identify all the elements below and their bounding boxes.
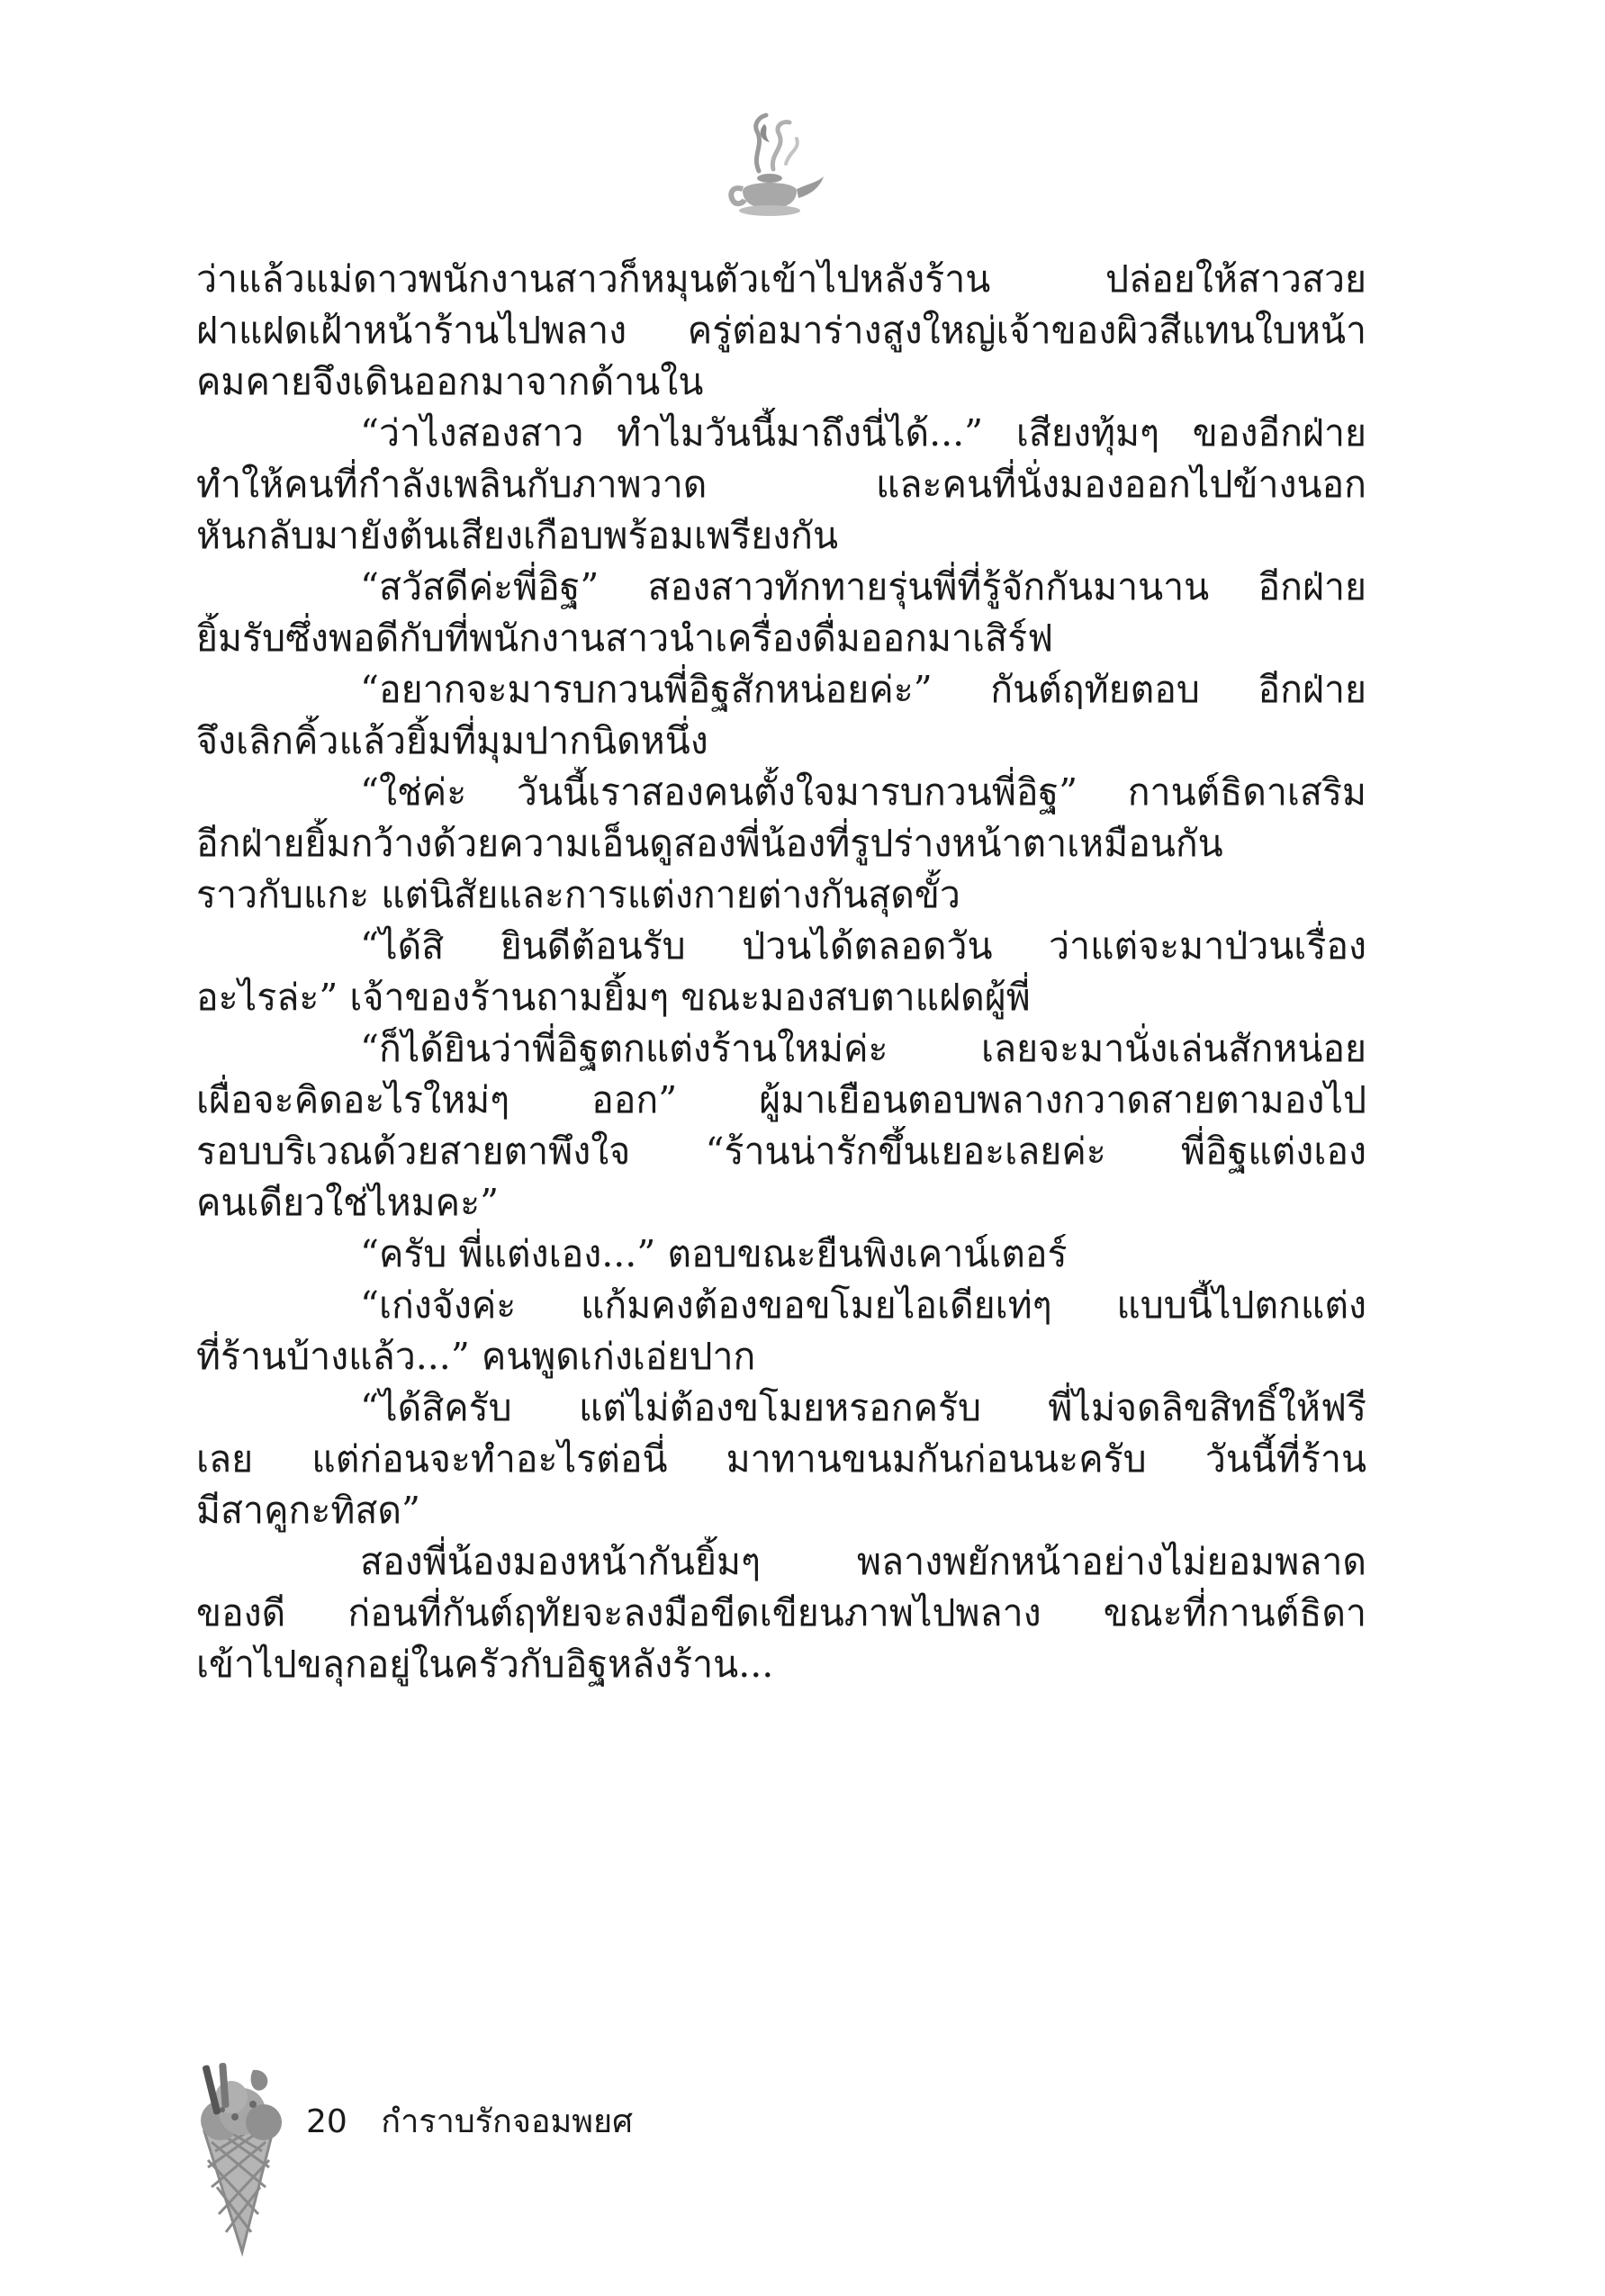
page-footer — [306, 2095, 633, 2147]
paragraph — [196, 408, 1366, 562]
text-line: “อยากจะมารบกวนพี่อิฐสักหน่อยค่ะ” กันต์ฤทัยตอบ อีกฝ่าย — [360, 668, 1366, 711]
text-line: “ก็ได้ยินว่าพี่อิฐตกแต่งร้านใหม่ค่ะ เลยจะมานั่งเล่นสักหน่อย — [360, 1027, 1366, 1070]
paragraph — [196, 254, 1366, 408]
paragraph — [196, 1536, 1366, 1690]
text-line: หันกลับมายังต้นเสียงเกือบพร้อมเพรียงกัน — [196, 514, 838, 557]
paragraph — [196, 1023, 1366, 1229]
text-line: “ว่าไงสองสาว ทำไมวันนี้มาถึงนี่ได้...” เสียงทุ้มๆ ของอีกฝ่าย — [360, 411, 1366, 455]
paragraph — [196, 767, 1366, 921]
text-line: ยิ้มรับซึ่งพอดีกับที่พนักงานสาวนำเครื่องดื่มออกมาเสิร์ฟ — [196, 617, 1054, 660]
text-line: เผื่อจะคิดอะไรใหม่ๆ ออก” ผู้มาเยือนตอบพลางกวาดสายตามองไป — [196, 1078, 1366, 1121]
teapot-with-steam-icon — [707, 101, 833, 227]
paragraph — [196, 1280, 1366, 1382]
text-line: ว่าแล้วแม่ดาวพนักงานสาวก็หมุนตัวเข้าไปหลังร้าน ปล่อยให้สาวสวย — [196, 257, 1366, 301]
text-line: “ได้สิครับ แต่ไม่ต้องขโมยหรอกครับ พี่ไม่จดลิขสิทธิ์ให้ฟรี — [360, 1386, 1366, 1429]
text-line: “ใช่ค่ะ วันนี้เราสองคนตั้งใจมารบกวนพี่อิฐ” กานต์ธิดาเสริม — [360, 770, 1366, 814]
text-line: “ครับ พี่แต่งเอง...” ตอบขณะยืนพิงเคาน์เตอร์ — [360, 1232, 1068, 1275]
text-line: “ได้สิ ยินดีต้อนรับ ป่วนได้ตลอดวัน ว่าแต่จะมาป่วนเรื่อง — [360, 924, 1366, 968]
text-line: จึงเลิกคิ้วแล้วยิ้มที่มุมปากนิดหนึ่ง — [196, 719, 708, 762]
text-line: มีสาคูกะทิสด” — [196, 1489, 420, 1532]
paragraph — [196, 664, 1366, 767]
paragraph — [196, 1382, 1366, 1536]
text-line: “สวัสดีค่ะพี่อิฐ” สองสาวทักทายรุ่นพี่ที่รู้จักกันมานาน อีกฝ่าย — [360, 565, 1366, 608]
book-title: กำราบรักจอมพยศ — [381, 2103, 633, 2140]
text-line: เลย แต่ก่อนจะทำอะไรต่อนี่ มาทานขนมกันก่อนนะครับ วันนี้ที่ร้าน — [196, 1437, 1366, 1481]
text-line: รอบบริเวณด้วยสายตาพึงใจ “ร้านน่ารักขึ้นเยอะเลยค่ะ พี่อิฐแต่งเอง — [196, 1130, 1366, 1173]
text-line: สองพี่น้องมองหน้ากันยิ้มๆ พลางพยักหน้าอย่างไม่ยอมพลาด — [360, 1540, 1366, 1583]
paragraph — [196, 921, 1366, 1023]
text-line: ที่ร้านบ้างแล้ว...” คนพูดเก่งเอ่ยปาก — [196, 1335, 756, 1378]
body-text — [196, 254, 1366, 1690]
text-line: “เก่งจังค่ะ แก้มคงต้องขอขโมยไอเดียเท่ๆ แบบนี้ไปตกแต่ง — [360, 1283, 1366, 1327]
text-line: ของดี ก่อนที่กันต์ฤทัยจะลงมือขีดเขียนภาพไปพลาง ขณะที่กานต์ธิดา — [196, 1591, 1366, 1634]
text-line: อะไรล่ะ” เจ้าของร้านถามยิ้มๆ ขณะมองสบตาแฝดผู้พี่ — [196, 976, 1031, 1019]
text-line: อีกฝ่ายยิ้มกว้างด้วยความเอ็นดูสองพี่น้องที่รูปร่างหน้าตาเหมือนกัน — [196, 822, 1223, 865]
text-line: ราวกับแกะ แต่นิสัยและการแต่งกายต่างกันสุดขั้ว — [196, 873, 960, 916]
paragraph — [196, 1229, 1366, 1280]
paragraph — [196, 562, 1366, 664]
text-line: ทำให้คนที่กำลังเพลินกับภาพวาด และคนที่นั่งมองออกไปข้างนอก — [196, 463, 1366, 506]
text-line: คมคายจึงเดินออกมาจากด้านใน — [196, 360, 704, 403]
text-line: ฝาแฝดเฝ้าหน้าร้านไปพลาง ครู่ต่อมาร่างสูงใหญ่เจ้าของผิวสีแทนใบหน้า — [196, 309, 1366, 352]
ice-cream-cone-icon — [185, 2061, 293, 2259]
text-line: เข้าไปขลุกอยู่ในครัวกับอิฐหลังร้าน... — [196, 1643, 774, 1686]
page-number: 20 — [306, 2103, 347, 2140]
text-line: คนเดียวใช่ไหมคะ” — [196, 1181, 500, 1224]
